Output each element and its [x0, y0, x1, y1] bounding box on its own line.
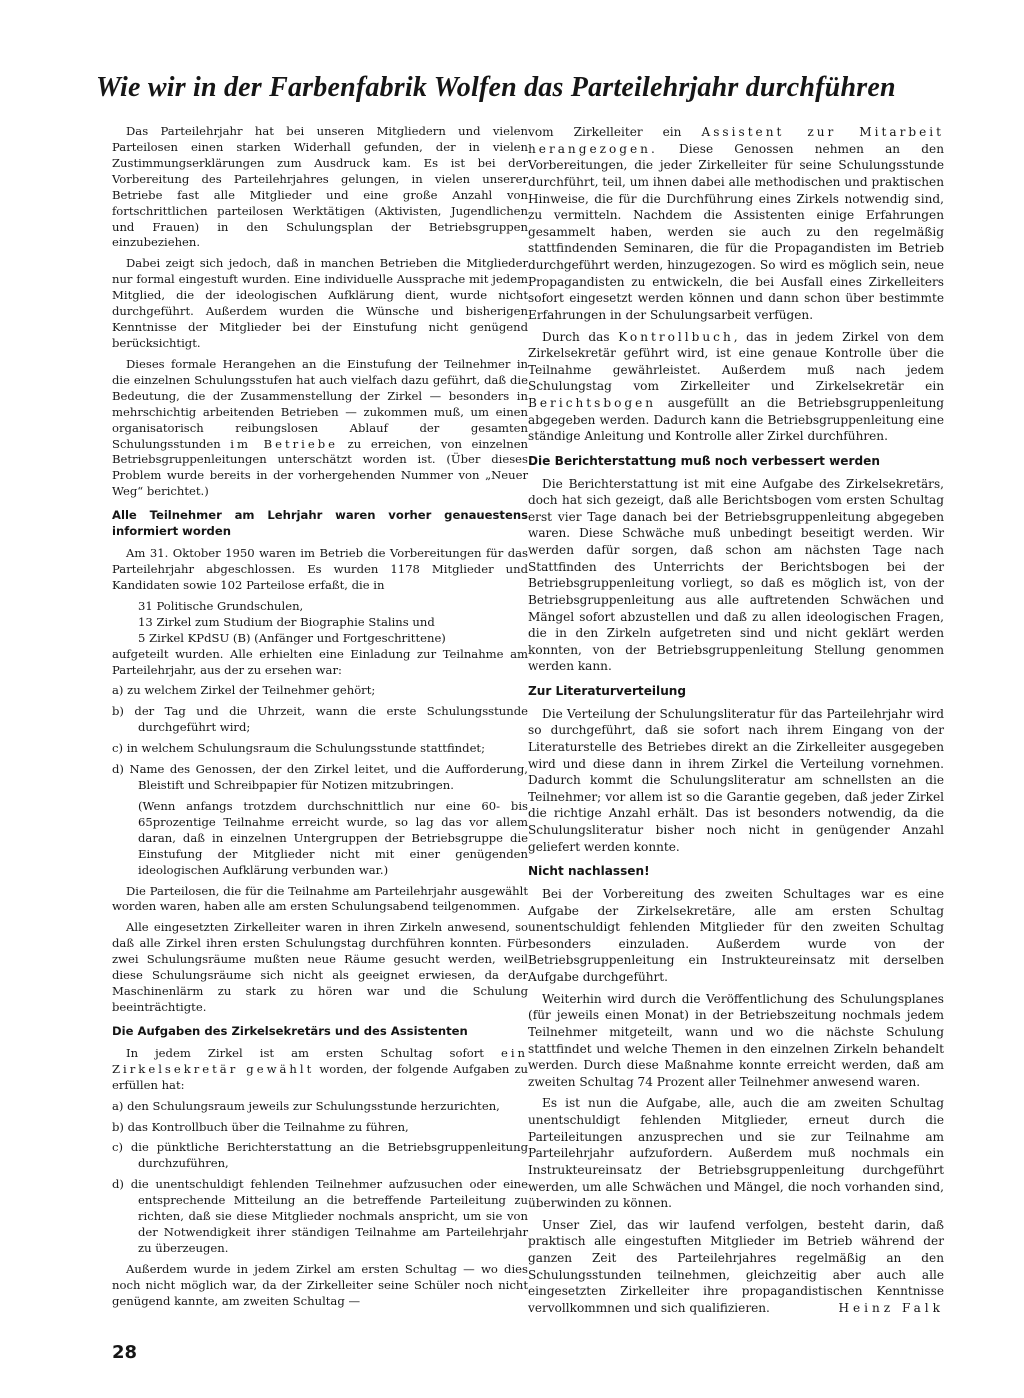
author-signature: Heinz Falk [838, 1300, 944, 1315]
list-item: b) das Kontrollbuch über die Teilnahme zu führen, [112, 1119, 409, 1134]
paragraph: Dabei zeigt sich jedoch, daß in manchen Betrieben die Mitglieder nur formal eingestuft wurden. Eine individuelle Aussprache mit jedem Mitglied, die der ideologischen Aufklärung dient, wurde nicht durchgeführt. Außerdem wurden die Wünsche und bisherigen Kenntnisse der Mitglieder bei der Einstufung nicht genügend berücksichtigt. [112, 256, 528, 350]
list-item: d) Name des Genossen, der den Zirkel leitet, und die Aufforderung, Bleistift und Schreibpapier für Notizen mitzubringen. [112, 762, 528, 793]
paragraph [528, 1217, 944, 1317]
paragraph: Am 31. Oktober 1950 waren im Betrieb die Vorbereitungen für das Parteilehrjahr abgeschlossen. Es wurden 1178 Mitglieder und Kandidaten sowie 102 Parteilose erfaßt, die in [112, 546, 528, 592]
paragraph [528, 124, 944, 324]
emphasized-text: im Betriebe [230, 436, 339, 451]
list-item: 31 Politische Grundschulen, [138, 598, 304, 613]
text-run: zu erreichen, von einzelnen Betriebsgruppenleitungen unterschätzt worden ist. (Über dieses Problem wurde bereits in der vorhergehenden Nummer von „Neuer Weg“ berichtet.) [112, 436, 529, 499]
paragraph [112, 357, 528, 500]
text-run: In jedem Zirkel ist am ersten Schultag sofort [126, 1045, 484, 1060]
list-item: a) zu welchem Zirkel der Teilnehmer gehört; [112, 683, 376, 698]
list-item: c) in welchem Schulungsraum die Schulungsstunde stattfindet; [112, 741, 485, 756]
left-column [112, 124, 528, 1315]
paragraph: Die Parteilosen, die für die Teilnahme am Parteilehrjahr ausgewählt worden waren, haben alle am ersten Schulungsabend teilgenommen. [112, 883, 528, 914]
emphasized-text: ein Zirkelsekretär gewählt [112, 1045, 528, 1076]
text-run: ausgefüllt an die Betriebsgruppenleitung abgegeben werden. Dadurch kann die Betriebsgruppenleitung eine ständige Anleitung und Kontrolle aller Zirkel durchführen. [528, 396, 944, 444]
paragraph: Alle eingesetzten Zirkelleiter waren in ihren Zirkeln anwesend, so daß alle Zirkel ihren ersten Schulungstag durchführen konnten. Für zwei Schulungsräume mußten neue Räume gesucht werden, weil diese Schulungsräume sich nicht als geeignet erwiesen, da der Maschinenlärm zu stark zu hören war und die Schulung beeinträchtigte. [112, 920, 528, 1015]
paragraph: Die Berichterstattung ist mit eine Aufgabe des Zirkelsekretärs, doch hat sich gezeigt, daß alle Berichtsbogen vom ersten Schultag erst vier Tage danach bei der Betriebsgruppenleitung abgegeben waren. Diese Schwäche muß unbedingt beseitigt werden. Wir werden dafür sorgen, daß schon am nächsten Tage nach Stattfinden des Unterrichts der Berichtsbogen bei der Betriebsgruppenleitung vorliegt, so daß es möglich ist, von der Betriebsgruppenleitung aus alle auftretenden Schwächen und Mängel sofort abzustellen und daß zu allen ideologischen Fragen, die in den Zirkeln aufgetreten sind und nicht geklärt werden konnten, von der Betriebsgruppenleitung Stellung genommen werden kann. [528, 476, 944, 674]
list-item: d) die unentschuldigt fehlenden Teilnehmer aufzusuchen oder eine entsprechende Mitteilung an die betreffende Parteileitung zu richten, daß sie diese Mitglieder nochmals anspricht, um sie von der Notwendigkeit ihrer ständigen Teilnahme am Parteilehrjahr zu überzeugen. [112, 1177, 528, 1255]
section-heading: Zur Literaturverteilung [528, 684, 687, 698]
text-run: Durch das [542, 329, 610, 344]
list-item: 13 Zirkel zum Studium der Biographie Stalins und [138, 614, 435, 629]
emphasized-text: Assistent zur Mitarbeit herangezogen. [528, 125, 944, 156]
section-heading: Die Berichterstattung muß noch verbessert werden [528, 453, 880, 468]
article-title: Wie wir in der Farbenfabrik Wolfen das Parteilehrjahr durchführen [96, 72, 896, 103]
paragraph: aufgeteilt wurden. Alle erhielten eine Einladung zur Teilnahme am Parteilehrjahr, aus der zu ersehen war: [112, 646, 528, 677]
paragraph [528, 329, 944, 445]
text-run: Unser Ziel, das wir laufend verfolgen, besteht darin, daß praktisch alle eingestuften Mitglieder im Betrieb während der ganzen Zeit des Parteilehrjahres regelmäßig an den Schulungsstunden teilnehmen, gleichzeitig aber auch alle eingesetzten Zirkelleiter ihre propagandistischen Kenntnisse vervollkommnen und sich qualifizieren. [528, 1217, 944, 1315]
list-item: a) den Schulungsraum jeweils zur Schulungsstunde herzurichten, [112, 1098, 500, 1113]
paragraph: Es ist nun die Aufgabe, alle, auch die am zweiten Schultag unentschuldigt fehlenden Mitglieder, erneut durch die Parteileitungen anzusprechen und sie zur Teilnahme am Parteilehrjahr aufzufordern. Außerdem muß nochmals ein Instrukteureinsatz der Betriebsgruppenleitung durchgeführt werden, um alle Schwächen und Mängel, die noch vorhanden sind, überwinden zu können. [528, 1096, 944, 1211]
text-run: Diese Genossen nehmen an den Vorbereitungen, die jeder Zirkelleiter für seine Schulungsstunde durchführt, teil, um ihnen dabei alle methodischen und praktischen Hinweise, die für die Durchführung eines Zirkels notwendig sind, zu vermitteln. Nachdem die Assistenten einige Erfahrungen gesammelt haben, werden sie auch zu den regelmäßig stattfindenden Seminaren, die für die Propagandisten im Betrieb durchgeführt werden, hinzugezogen. So wird es möglich sein, neue Propagandisten zu entwickeln, die bei Ausfall eines Zirkelleiters sofort eingesetzt werden können und dann schon über bestimmte Erfahrungen in der Schulungsarbeit verfügen. [528, 141, 944, 322]
text-run: Dieses formale Herangehen an die Einstufung der Teilnehmer in die einzelnen Schulungsstufen hat auch vielfach dazu geführt, daß die Bedeutung, die der Zusammenstellung der Zirkel — besonders in mehrschichtig arbeitenden Betrieben — zukommen muß, um einen organisatorisch reibungslosen Ablauf der gesamten Schulungsstunden [112, 356, 528, 451]
text-run: vom Zirkelleiter ein [528, 125, 682, 139]
section-heading: Die Aufgaben des Zirkelsekretärs und des Assistenten [112, 1023, 468, 1038]
emphasized-text: Berichtsbogen [528, 396, 657, 410]
section-heading: Alle Teilnehmer am Lehrjahr waren vorher genauestens informiert worden [112, 508, 528, 539]
paragraph: Außerdem wurde in jedem Zirkel am ersten Schultag — wo dies noch nicht möglich war, da der Zirkelleiter seine Schüler noch nicht genügend kannte, am zweiten Schultag — [112, 1261, 528, 1308]
paragraph: Weiterhin wird durch die Veröffentlichung des Schulungsplanes (für jeweils einen Monat) in der Betriebszeitung nochmals jedem Teilnehmer mitgeteilt, wann und wo die nächste Schulung stattfindet und welche Themen in den einzelnen Zirkeln behandelt werden. Durch diese Maßnahme konnte erreicht werden, daß am zweiten Schultag 74 Prozent aller Teilnehmer anwesend waren. [528, 991, 944, 1089]
emphasized-text: Kontrollbuch [618, 329, 734, 344]
page-number: 28 [112, 1342, 138, 1363]
paragraph: (Wenn anfangs trotzdem durchschnittlich nur eine 60- bis 65prozentige Teilnahme erreicht wurde, so lag das vor allem daran, daß in einzelnen Untergruppen der Betriebsgruppe die Einstufung der Mitglieder nicht mit einer genügenden ideologischen Aufklärung verbunden war.) [138, 798, 528, 877]
right-column [528, 124, 944, 1322]
paragraph [112, 1046, 528, 1094]
text-run: , das in jedem Zirkel von dem Zirkelsekretär geführt wird, ist eine genaue Kontrolle über die Teilnahme gewährleistet. Außerdem muß nach jedem Schulungstag vom Zirkelleiter und Zirkelsekretär ein [528, 329, 944, 394]
list-item: c) die pünktliche Berichterstattung an die Betriebsgruppenleitung durchzuführen, [112, 1140, 528, 1171]
list-item: b) der Tag und die Uhrzeit, wann die erste Schulungsstunde durchgeführt wird; [112, 704, 528, 735]
paragraph: Die Verteilung der Schulungsliteratur für das Parteilehrjahr wird so durchgeführt, daß sie sofort nach ihrem Eingang von der Literaturstelle des Betriebes direkt an die Zirkelleiter ausgegeben wird und diese dann in ihrem Zirkel die Verteilung vornehmen. Dadurch kommt die Schulungsliteratur am schnellsten an die Teilnehmer; vor allem ist so die Garantie gegeben, daß jeder Zirkel die richtige Anzahl erhält. Das ist besonders notwendig, da die Schulungsliteratur bisher noch nicht in genügender Anzahl geliefert werden konnte. [528, 706, 944, 854]
paragraph: Bei der Vorbereitung des zweiten Schultages war es eine Aufgabe der Zirkelsekretäre, alle am ersten Schultag unentschuldigt fehlenden Mitglieder für den zweiten Schultag besonders einzuladen. Außerdem wurde von der Betriebsgruppenleitung ein Instrukteureinsatz mit derselben Aufgabe durchgeführt. [528, 886, 944, 984]
list-item: 5 Zirkel KPdSU (B) (Anfänger und Fortgeschrittene) [138, 630, 446, 645]
section-heading: Nicht nachlassen! [528, 864, 650, 879]
paragraph: Das Parteilehrjahr hat bei unseren Mitgliedern und vielen Parteilosen einen starken Widerhall gefunden, der in vielen Zustimmungserklärungen zum Ausdruck kam. Es ist bei der Vorbereitung des Parteilehrjahres gelungen, in vielen unserer Betriebe fast alle Mitglieder und eine große Anzahl von fortschrittlichen parteilosen Werktätigen (Aktivisten, Jugendlichen und Frauen) in den Schulungsplan der Betriebsgruppen einzubeziehen. [112, 124, 528, 250]
text-run: worden, der folgende Aufgaben zu erfüllen hat: [112, 1061, 529, 1092]
